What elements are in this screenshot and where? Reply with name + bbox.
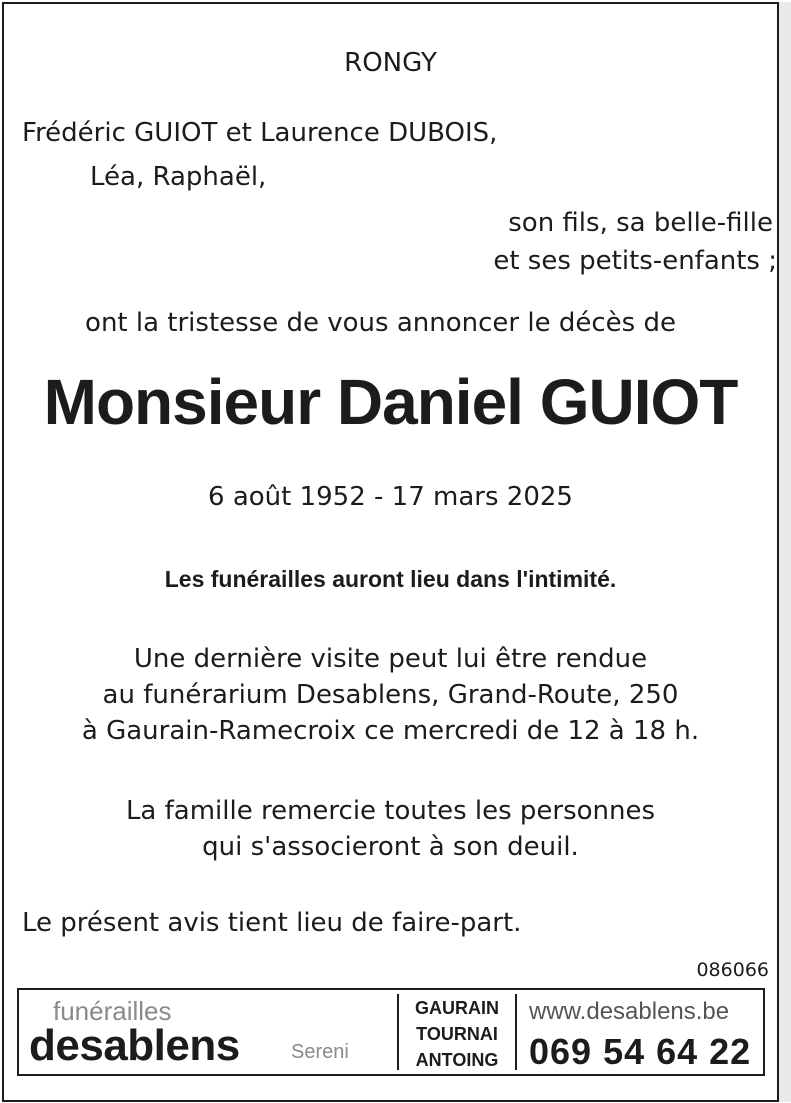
website-link[interactable]: www.desablens.be xyxy=(529,998,730,1025)
town-name: RONGY xyxy=(344,48,437,78)
faire-part-note: Le présent avis tient lieu de faire-part. xyxy=(22,908,522,938)
page-edge-strip xyxy=(779,2,791,1102)
life-dates: 6 août 1952 - 17 mars 2025 xyxy=(208,482,573,512)
town-gaurain: GAURAIN xyxy=(415,998,499,1018)
relation-line2: et ses petits-enfants ; xyxy=(493,246,777,276)
funeral-info: Les funérailles auront lieu dans l'intimité. xyxy=(164,566,617,592)
phone-number: 069 54 64 22 xyxy=(529,1031,752,1072)
reference-number: 086066 xyxy=(696,959,769,981)
town-antoing: ANTOING xyxy=(415,1050,499,1070)
brand-logo-text: desablens xyxy=(29,1021,240,1070)
brand-sub-text: Sereni xyxy=(291,1041,349,1063)
thanks-line1: La famille remercie toutes les personnes xyxy=(125,796,656,826)
divider-right xyxy=(515,994,517,1070)
thanks-line2: qui s'associeront à son deuil. xyxy=(202,832,579,862)
obituary-notice xyxy=(2,2,779,1102)
visit-line3: à Gaurain-Ramecroix ce mercredi de 12 à 18 h. xyxy=(81,716,700,746)
brand-top-text: funérailles xyxy=(53,996,172,1026)
towns-list xyxy=(401,995,513,1073)
family-names-line1: Frédéric GUIOT et Laurence DUBOIS, xyxy=(22,118,498,148)
announcement: ont la tristesse de vous annoncer le décès de xyxy=(85,308,676,338)
funeral-home-banner xyxy=(17,988,765,1076)
deceased-name: Monsieur Daniel GUIOT xyxy=(43,366,738,438)
family-names-line2: Léa, Raphaël, xyxy=(90,162,267,192)
relation-line1: son fils, sa belle-fille xyxy=(508,208,773,238)
town-tournai: TOURNAI xyxy=(416,1024,498,1044)
divider-left xyxy=(397,994,399,1070)
visit-line2: au funérarium Desablens, Grand-Route, 250 xyxy=(102,680,679,710)
visit-line1: Une dernière visite peut lui être rendue xyxy=(133,644,648,674)
